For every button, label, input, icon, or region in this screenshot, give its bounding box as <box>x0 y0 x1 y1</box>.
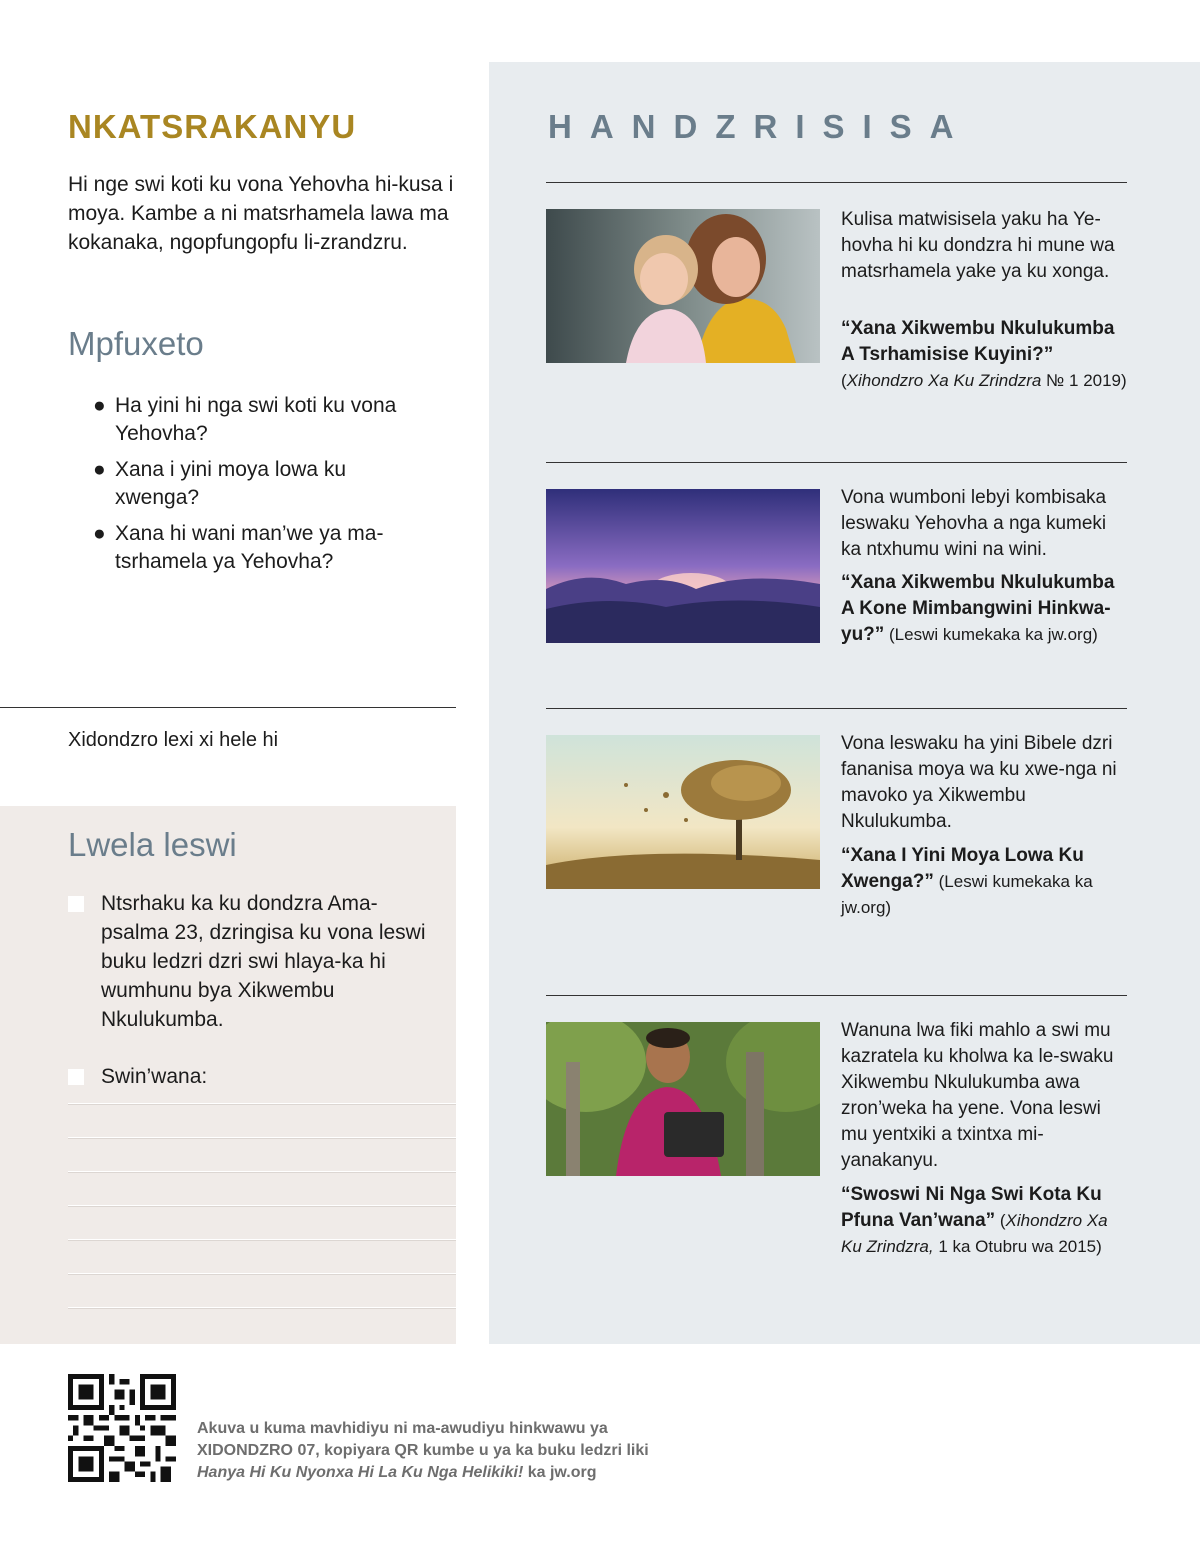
windblown-tree-illustration[interactable] <box>546 735 820 889</box>
bullet-icon: ● <box>93 394 106 417</box>
review-question: ● Ha yini hi nga swi koti ku vona Yehovha? <box>93 394 397 445</box>
sunrise-mountains-photo[interactable] <box>546 489 820 643</box>
divider <box>546 462 1127 463</box>
goal-checkbox[interactable] <box>68 896 84 912</box>
review-title: Mpfuxeto <box>68 325 204 362</box>
write-line[interactable] <box>68 1137 456 1138</box>
divider <box>546 708 1127 709</box>
goal-item: Swin’wana: <box>68 1062 428 1091</box>
divider <box>546 182 1127 183</box>
summary-text: Hi nge swi koti ku vona Yehovha hi-kusa i moya. Kambe a ni matsrhamela lawa ma kokanaka, ngopfungopfu li-zrandzru. <box>68 173 454 254</box>
write-line[interactable] <box>68 1171 456 1172</box>
explore-title: HANDZRISISA <box>548 108 972 145</box>
man-portrait-photo[interactable] <box>546 1022 820 1176</box>
qr-code-icon[interactable] <box>68 1374 176 1482</box>
explore-description: Vona wumboni lebyi kombisaka leswaku Yehovha a nga kumeki ka ntxhumu wini na wini. <box>841 487 1107 560</box>
footer-text: Akuva u kuma mavhidiyu ni ma-awudiyu hinkwawu ya XIDONDZRO 07, kopiyara QR kumbe u ya ka buku ledzri liki Hanya Hi Ku Nyonxa Hi La Ku Nga Helikiki! ka jw.org <box>197 1420 649 1481</box>
mother-child-photo[interactable] <box>546 209 820 363</box>
write-line[interactable] <box>68 1205 456 1206</box>
review-question: ● Xana hi wani man’we ya ma-tsrhamela ya Yehovha? <box>93 522 384 573</box>
explore-reference[interactable]: “Swoswi Ni Nga Swi Kota Ku Pfuna Van’wana” (Xihondzro Xa Ku Zrindzra, 1 ka Otubru wa 2015) <box>841 1184 1108 1256</box>
goal-item: Ntsrhaku ka ku dondzra Ama-psalma 23, dzringisa ku vona leswi buku ledzri dzri swi hlaya-ka hi wumhunu bya Xikwembu Nkulukumba. <box>68 889 428 1034</box>
divider <box>546 995 1127 996</box>
review-list <box>93 392 423 584</box>
write-line[interactable] <box>68 1239 456 1240</box>
bullet-icon: ● <box>93 522 106 545</box>
review-question: ● Xana i yini moya lowa ku xwenga? <box>93 458 347 509</box>
divider <box>0 707 456 708</box>
completed-label: Xidondzro lexi xi hele hi <box>68 729 279 751</box>
explore-description: Vona leswaku ha yini Bibele dzri fananisa moya wa ku xwe-nga ni mavoko ya Xikwembu Nkulukumba. <box>841 733 1117 832</box>
write-line[interactable] <box>68 1273 456 1274</box>
write-lines <box>68 1103 456 1341</box>
bullet-icon: ● <box>93 458 106 481</box>
explore-description: Wanuna lwa fiki mahlo a swi mu kazratela ku kholwa ka le-swaku Xikwembu Nkulukumba awa zron’weka ha yene. Vona leswi mu yentxiki a txintxa mi-yanakanyu. <box>841 1020 1114 1171</box>
explore-description: Kulisa matwisisela yaku ha Ye-hovha hi ku dondzra hi mune wa matsrhamela yake ya ku xonga. <box>841 209 1115 282</box>
write-line[interactable] <box>68 1307 456 1308</box>
goal-checkbox[interactable] <box>68 1069 84 1085</box>
goals-title: Lwela leswi <box>68 826 237 863</box>
goals-list <box>68 889 428 1119</box>
explore-reference[interactable]: “Xana Xikwembu Nkulukumba A Kone Mimbangwini Hinkwa-yu?” (Leswi kumekaka ka jw.org) <box>841 572 1115 645</box>
write-line[interactable] <box>68 1103 456 1104</box>
explore-reference[interactable]: “Xana Xikwembu Nkulukumba A Tsrhamisise Kuyini?” (Xihondzro Xa Ku Zrindzra № 1 2019) <box>841 318 1127 390</box>
summary-title: NKATSRAKANYU <box>68 108 357 145</box>
explore-reference[interactable]: “Xana I Yini Moya Lowa Ku Xwenga?” (Leswi kumekaka ka jw.org) <box>841 845 1093 917</box>
